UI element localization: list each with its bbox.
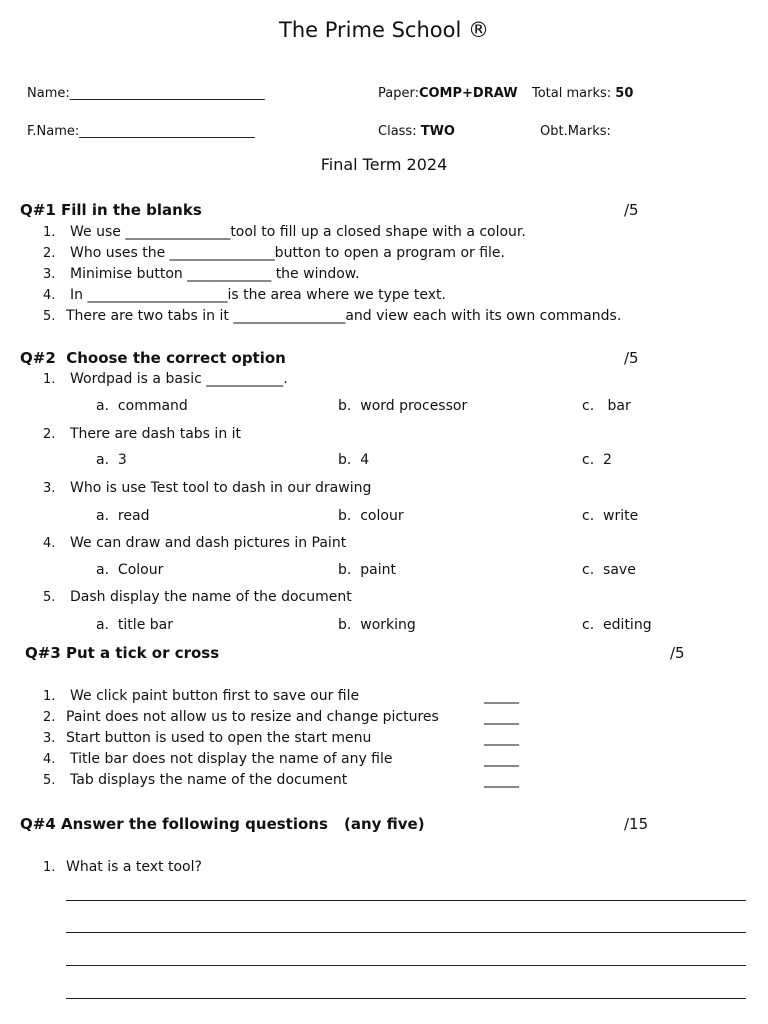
q1-heading: Q#1 Fill in the blanks xyxy=(20,201,202,219)
q2-heading: Q#2 Choose the correct option xyxy=(20,349,286,367)
school-title: The Prime School ® xyxy=(279,18,489,42)
q4-item-number: 1. xyxy=(43,860,56,875)
q2-item-number: 3. xyxy=(43,481,56,496)
q2-option-c: c. write xyxy=(582,508,639,524)
total-marks-label: Total marks: xyxy=(532,86,616,101)
q1-item-text: Minimise button ____________ the window. xyxy=(70,266,360,282)
q1-item-number: 1. xyxy=(43,225,56,240)
q3-item-text: We click paint button first to save our file xyxy=(70,688,360,704)
name-field: Name:______________________________ xyxy=(27,86,265,101)
q2-item-number: 5. xyxy=(43,590,56,605)
q2-option-b: b. working xyxy=(338,617,416,633)
q1-marks: /5 xyxy=(624,201,639,219)
q3-item-text: Paint does not allow us to resize and change pictures xyxy=(66,709,439,725)
paper-label: Paper: xyxy=(378,86,419,101)
q1-item-text: We use _______________tool to fill up a closed shape with a colour. xyxy=(70,224,526,240)
q3-item-text: Start button is used to open the start menu xyxy=(66,730,372,746)
q2-option-b: b. 4 xyxy=(338,452,370,468)
q1-item-text: In ____________________is the area where we type text. xyxy=(70,287,446,303)
q2-item-text: Who is use Test tool to dash in our drawing xyxy=(70,480,372,496)
q3-item-number: 5. xyxy=(43,773,56,788)
q2-option-b: b. paint xyxy=(338,562,396,578)
q2-option-a: a. read xyxy=(96,508,150,524)
q4-note: (any five) xyxy=(344,815,425,833)
q3-item-text: Tab displays the name of the document xyxy=(70,772,348,788)
q3-item-number: 1. xyxy=(43,689,56,704)
q2-item-number: 1. xyxy=(43,372,56,387)
answer-line xyxy=(66,932,746,933)
q3-item-number: 2. xyxy=(43,710,56,725)
q1-item-text: There are two tabs in it ________________and view each with its own commands. xyxy=(66,308,622,324)
q2-option-a: a. Colour xyxy=(96,562,164,578)
q2-option-c: c. 2 xyxy=(582,452,612,468)
q2-item-text: Wordpad is a basic ___________. xyxy=(70,371,288,387)
q2-item-text: There are dash tabs in it xyxy=(70,426,242,442)
paper-info xyxy=(378,86,518,101)
q2-option-a: a. command xyxy=(96,398,188,414)
answer-line xyxy=(66,965,746,966)
q4-item-text: What is a text tool? xyxy=(66,859,202,875)
q3-item-number: 4. xyxy=(43,752,56,767)
paper-value: COMP+DRAW xyxy=(418,86,518,101)
q1-item-number: 4. xyxy=(43,288,56,303)
father-name-field: F.Name:___________________________ xyxy=(27,124,255,139)
q2-item-text: Dash display the name of the document xyxy=(70,589,352,605)
q1-item-number: 5. xyxy=(43,309,56,324)
q2-item-text: We can draw and dash pictures in Paint xyxy=(70,535,347,551)
answer-line xyxy=(66,900,746,901)
q1-item-number: 3. xyxy=(43,267,56,282)
q3-heading: Q#3 Put a tick or cross xyxy=(25,644,220,662)
q3-answer-blank: _____ xyxy=(484,730,519,746)
total-marks xyxy=(532,86,633,101)
q4-heading: Q#4 Answer the following questions xyxy=(20,815,328,833)
class-label: Class: xyxy=(378,124,421,139)
q3-answer-blank: _____ xyxy=(484,709,519,725)
q3-answer-blank: _____ xyxy=(484,688,519,704)
q2-option-b: b. word processor xyxy=(338,398,468,414)
q3-item-text: Title bar does not display the name of any file xyxy=(70,751,393,767)
q3-item-number: 3. xyxy=(43,731,56,746)
obtained-marks-label: Obt.Marks: xyxy=(540,124,611,139)
q1-item-text: Who uses the _______________button to open a program or file. xyxy=(70,245,505,261)
q2-item-number: 4. xyxy=(43,536,56,551)
q2-option-c: c. editing xyxy=(582,617,652,633)
q2-marks: /5 xyxy=(624,349,639,367)
q1-item-number: 2. xyxy=(43,246,56,261)
q2-option-a: a. 3 xyxy=(96,452,127,468)
q3-answer-blank: _____ xyxy=(484,772,519,788)
total-marks-value: 50 xyxy=(615,86,634,101)
class-value: TWO xyxy=(420,124,455,139)
q2-option-c: c. save xyxy=(582,562,636,578)
class-info xyxy=(378,124,455,139)
q2-option-c: c. bar xyxy=(582,398,631,414)
exam-term: Final Term 2024 xyxy=(320,155,448,174)
q2-item-number: 2. xyxy=(43,427,56,442)
q4-marks: /15 xyxy=(624,815,649,833)
answer-line xyxy=(66,998,746,999)
q2-option-a: a. title bar xyxy=(96,617,173,633)
q3-answer-blank: _____ xyxy=(484,751,519,767)
q2-option-b: b. colour xyxy=(338,508,404,524)
q3-marks: /5 xyxy=(670,644,685,662)
